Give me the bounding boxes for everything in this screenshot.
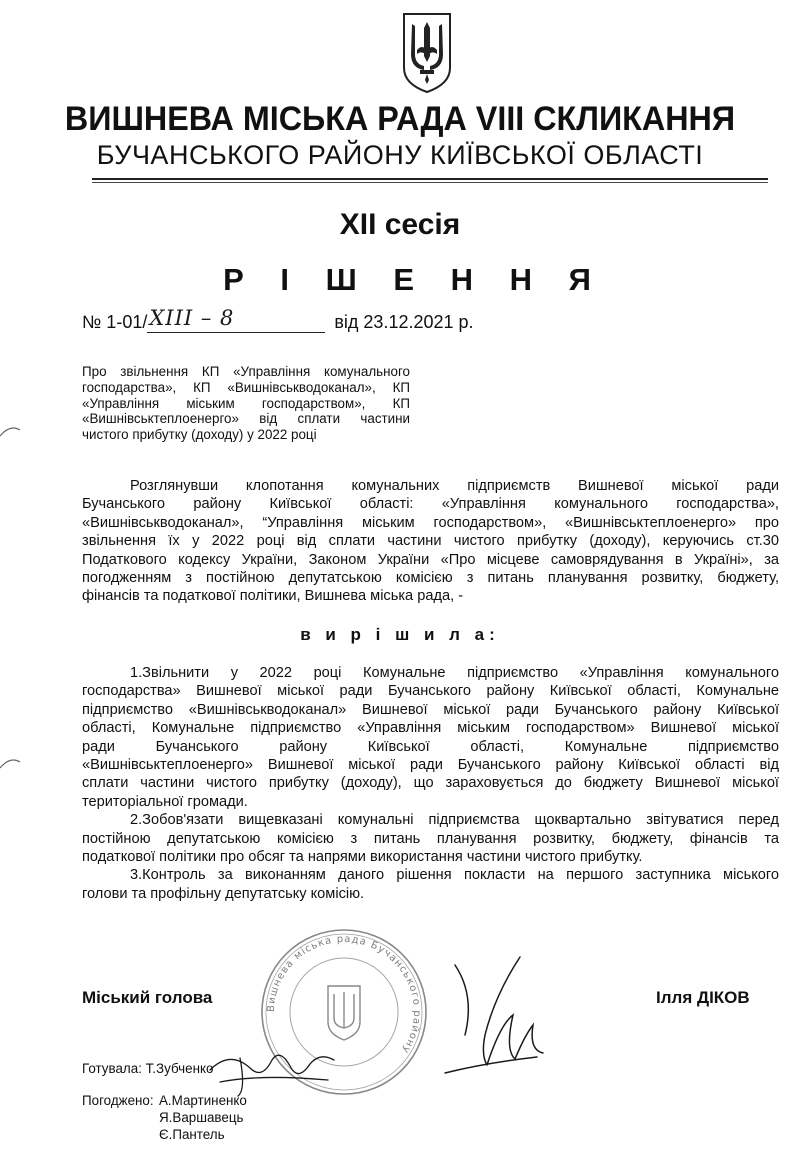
item-line: області, Комунальне підприємство «Управління міським господарством» Вишневої міської xyxy=(82,720,779,737)
stamp-ring-text: Вишнева міська рада Бучанського району xyxy=(265,933,423,1056)
mayor-signature xyxy=(425,955,555,1085)
item-line: податкової політики про обсяг та напрями використання частини чистого прибутку. xyxy=(82,849,643,866)
decision-subject xyxy=(82,364,410,443)
decision-date: від 23.12.2021 р. xyxy=(334,312,474,332)
agreed-names xyxy=(159,1092,247,1143)
item-line: господарства» Вишневої міської ради Бучанського району Київської області, Комунальне xyxy=(82,683,779,700)
preamble-line: Розглянувши клопотання комунальних підприємств Вишневої міської ради xyxy=(130,478,779,494)
council-district: БУЧАНСЬКОГО РАЙОНУ КИЇВСЬКОЇ ОБЛАСТІ xyxy=(96,140,704,170)
signature-position: Міський голова xyxy=(82,988,213,1007)
agreed-label: Погоджено: xyxy=(82,1093,154,1108)
item-line: «Вишнівськтеплоенерго» Вишневої міської ради Бучанського району Київської області від xyxy=(82,757,779,774)
preamble-line: погодженням з постійною депутатською комісією з питань планування розвитку, бюджету, xyxy=(82,570,779,587)
decision-items xyxy=(82,664,779,903)
item-line: 2.Зобов'язати вищевказані комунальні підприємства щоквартально звітуватися перед xyxy=(130,812,779,829)
item-line: постійною депутатською комісією з питань планування розвитку, бюджету, фінансів та xyxy=(82,830,779,847)
item-line: ради Бучанського району Київської області, Комунальне підприємство xyxy=(82,738,779,755)
agreed-name: Є.Пантель xyxy=(159,1127,225,1142)
subject-line: «Вишнівськтеплоенерго» від сплати частини xyxy=(82,411,410,427)
agreed-name: А.Мартиненко xyxy=(159,1093,247,1108)
trident-coat-of-arms-icon xyxy=(400,10,454,94)
prepared-by: Готувала: Т.Зубченко xyxy=(82,1061,214,1076)
subject-line: чистого прибутку (доходу) у 2022 році xyxy=(82,427,317,443)
preamble-line: звільнення їх у 2022 році від сплати частини чистого прибутку (доходу), керуючись ст.30 xyxy=(82,533,779,550)
decision-number-line xyxy=(82,306,474,333)
hole-punch-mark xyxy=(0,752,22,776)
hole-punch-mark xyxy=(0,420,22,444)
document-type-title: Р І Ш Е Н Н Я xyxy=(223,262,605,297)
preparer-signature xyxy=(200,1030,340,1100)
preamble-line: Податкового кодексу України, Законом України «Про місцеве самоврядування в Україні», за xyxy=(82,551,779,568)
agreed-name: Я.Варшавець xyxy=(159,1110,244,1125)
council-title: ВИШНЕВА МІСЬКА РАДА VIII СКЛИКАННЯ xyxy=(64,100,736,138)
preamble-line: фінансів та податкової політики, Вишнева міська рада, - xyxy=(82,588,464,605)
agreed-block xyxy=(82,1092,247,1142)
subject-line: господарства», КП «Вишнівськводоканал», КП xyxy=(82,379,410,395)
resolved-heading: в и р і ш и л а: xyxy=(300,625,500,644)
item-line: 1.Звільнити у 2022 році Комунальне підприємство «Управління комунального xyxy=(130,665,779,681)
signature-name: Ілля ДІКОВ xyxy=(656,988,750,1007)
decision-number-handwritten: XIIІ – 8 xyxy=(149,306,235,330)
decision-number-prefix: № 1-01/ xyxy=(82,312,148,332)
subject-line: Про звільнення КП «Управління комунального xyxy=(82,364,410,379)
session-title: XII сесія xyxy=(339,208,461,241)
preamble-line: «Вишнівськводоканал», “Управління міським господарством», «Вишнівськтеплоенерго» про xyxy=(82,514,779,531)
preamble-paragraph xyxy=(82,477,779,606)
item-line: сплати частини чистого прибутку (доходу), що зараховується до бюджету Вишневої міської xyxy=(82,775,779,792)
item-line: голови та профільну депутатську комісію. xyxy=(82,885,365,902)
item-line: 3.Контроль за виконанням даного рішення покласти на першого заступника міського xyxy=(130,867,779,884)
header-divider xyxy=(92,178,768,180)
subject-line: «Управління міським господарством», КП xyxy=(82,395,410,411)
preamble-line: Бучанського району Київської області: «Управління комунального господарства», xyxy=(82,496,779,513)
item-line: територіальної громади. xyxy=(82,793,248,810)
decision-number-blank xyxy=(147,306,325,333)
header-divider-thin xyxy=(92,182,768,183)
item-line: підприємство «Вишнівськводоканал» Вишневої міської ради Бучанського району Київської xyxy=(82,701,779,718)
